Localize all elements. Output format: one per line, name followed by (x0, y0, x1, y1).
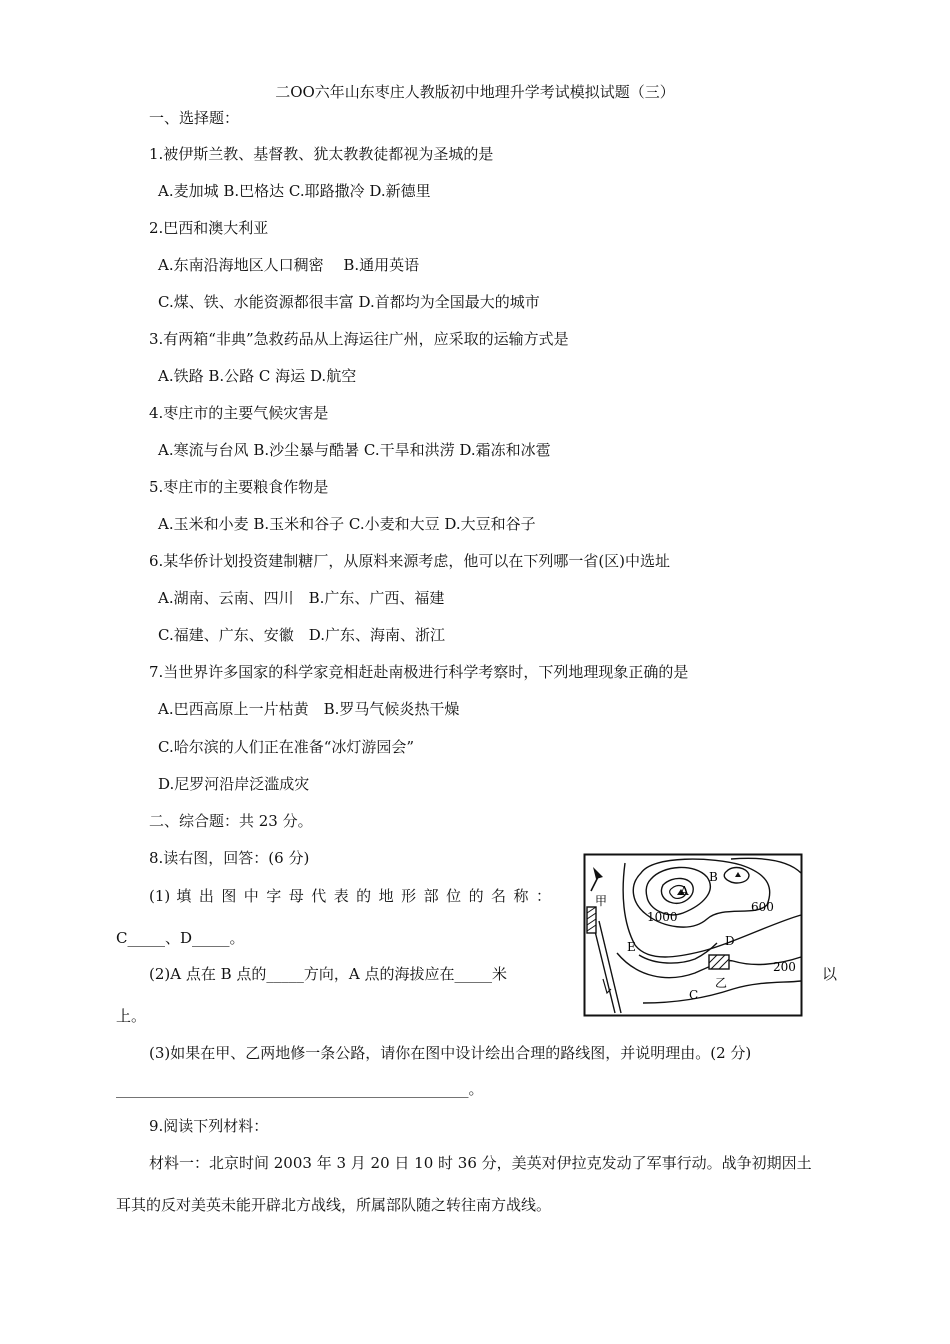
question-9-stem: 9.阅读下列材料： (149, 1117, 269, 1135)
question-8-part2-cont: 上。 (116, 1007, 147, 1025)
question-9-material1-line2: 耳其的反对美英未能开辟北方战线，所属部队随之转往南方战线。 (116, 1196, 552, 1214)
question-9-material1-line1: 材料一：北京时间 2003 年 3 月 20 日 10 时 36 分，美英对伊拉克发动了军事行动。战争初期因土 (149, 1154, 812, 1172)
map-label-d: D (725, 934, 735, 948)
question-8-part3: (3)如果在甲、乙两地修一条公路，请你在图中设计绘出合理的路线图，并说明理由。(2 分) (149, 1044, 752, 1062)
section-heading-choice: 一、选择题： (149, 109, 240, 127)
question-5-stem: 5.枣庄市的主要粮食作物是 (149, 478, 329, 496)
question-8-part2: (2)A 点在 B 点的_____方向，A 点的海拔应在_____米 (149, 965, 508, 983)
question-2-options-row1: A.东南沿海地区人口稠密 B.通用英语 (158, 256, 420, 274)
map-label-a: A (680, 884, 689, 898)
question-2-stem: 2.巴西和澳大利亚 (149, 219, 269, 237)
question-1-options: A.麦加城 B.巴格达 C.耶路撒冷 D.新德里 (158, 182, 431, 200)
question-1-stem: 1.被伊斯兰教、基督教、犹太教教徒都视为圣城的是 (149, 145, 494, 163)
map-label-b: B (709, 870, 718, 884)
question-3-stem: 3.有两箱“非典”急救药品从上海运往广州，应采取的运输方式是 (149, 330, 569, 348)
question-6-options-row2: C.福建、广东、安徽 D.广东、海南、浙江 (158, 626, 445, 644)
page-title: 二OO六年山东枣庄人教版初中地理升学考试模拟试题（三） (275, 83, 675, 101)
map-label-e: E (627, 940, 636, 954)
contour-label-200: 200 (773, 960, 796, 974)
map-label-c: C (689, 988, 699, 1002)
question-3-options: A.铁路 B.公路 C 海运 D.航空 (158, 367, 357, 385)
question-8-part1: (1) 填 出 图 中 字 母 代 表 的 地 形 部 位 的 名 称 ： (149, 887, 551, 905)
question-7-stem: 7.当世界许多国家的科学家竞相赶赴南极进行科学考察时，下列地理现象正确的是 (149, 663, 689, 681)
contour-map (583, 853, 803, 1018)
map-label-yi: 乙 (715, 976, 728, 990)
question-7-option-c: C.哈尔滨的人们正在准备“冰灯游园会” (158, 738, 415, 756)
question-4-options: A.寒流与台风 B.沙尘暴与酷暑 C.干旱和洪涝 D.霜冻和冰雹 (158, 441, 551, 459)
contour-label-600: 600 (751, 900, 774, 914)
question-4-stem: 4.枣庄市的主要气候灾害是 (149, 404, 329, 422)
answer-blank-line: _______________________________________________。 (116, 1080, 484, 1098)
question-6-options-row1: A.湖南、云南、四川 B.广东、广西、福建 (158, 589, 445, 607)
section-heading-comprehensive: 二、综合题：共 23 分。 (149, 812, 313, 830)
question-5-options: A.玉米和小麦 B.玉米和谷子 C.小麦和大豆 D.大豆和谷子 (158, 515, 536, 533)
question-2-options-row2: C.煤、铁、水能资源都很丰富 D.首都均为全国最大的城市 (158, 293, 540, 311)
question-6-stem: 6.某华侨计划投资建制糖厂，从原料来源考虑，他可以在下列哪一省(区)中选址 (149, 552, 671, 570)
map-label-jia: 甲 (595, 894, 608, 908)
contour-label-1000: 1000 (647, 910, 678, 924)
question-8-stem: 8.读右图，回答：(6 分) (149, 849, 310, 867)
question-8-part1-blanks: C_____、D_____。 (116, 929, 245, 947)
contour-map-figure (583, 853, 803, 1018)
question-7-option-a-b: A.巴西高原上一片枯黄 B.罗马气候炎热干燥 (158, 700, 460, 718)
question-7-option-d: D.尼罗河沿岸泛滥成灾 (158, 775, 310, 793)
question-8-part2-tail: 以 (822, 965, 838, 983)
